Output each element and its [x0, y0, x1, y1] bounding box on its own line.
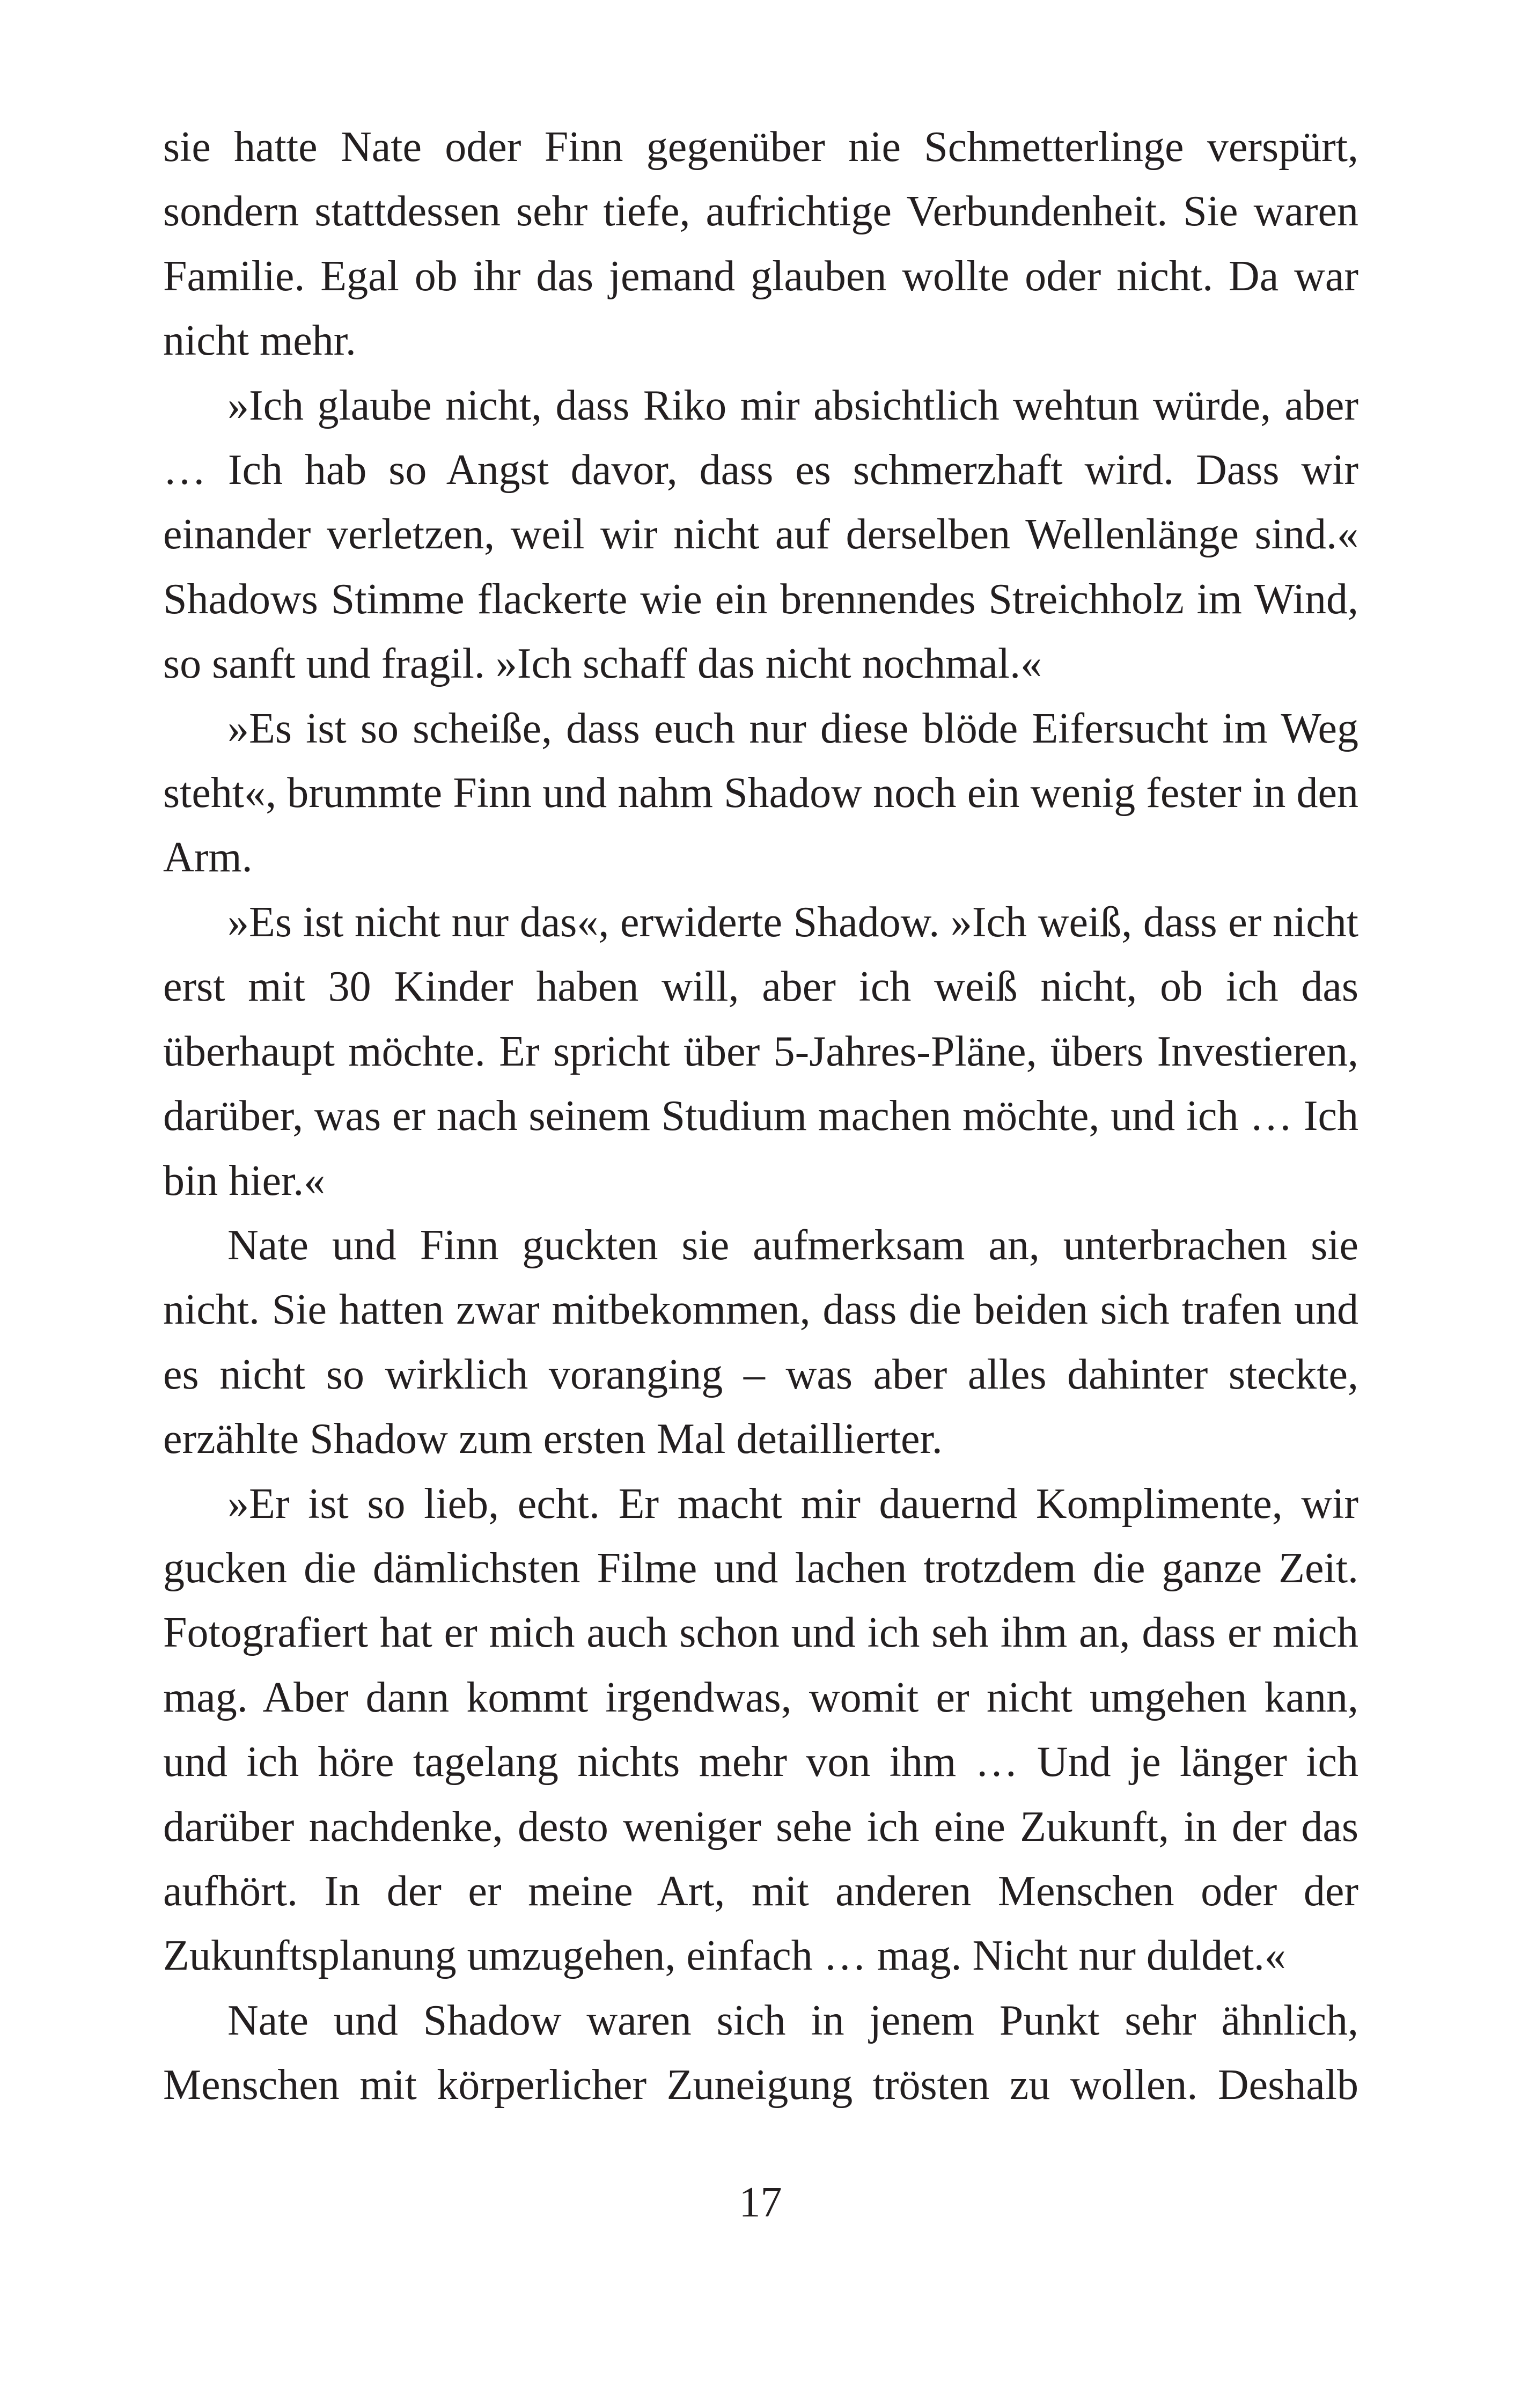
paragraph-7: Nate und Shadow waren sich in jenem Punkt sehr ähnlich, Menschen mit körperlicher Zuneigung trösten zu wollen. Deshalb	[163, 1996, 1358, 2109]
body-text	[163, 115, 1358, 2118]
paragraph-6: »Er ist so lieb, echt. Er macht mir dauernd Komplimente, wir gucken die dämlichsten Filme und lachen trotzdem die ganze Zeit. Fotografiert hat er mich auch schon und ich seh ihm an, dass er mich mag. Aber dann kommt irgendwas, womit er nicht umgehen kann, und ich höre tagelang nichts mehr von ihm … Und je länger ich darüber nachdenke, desto weniger sehe ich eine Zukunft, in der das aufhört. In der er meine Art, mit anderen Menschen oder der Zukunftsplanung umzugehen, einfach … mag. Nicht nur duldet.«	[163, 1480, 1358, 1980]
paragraph-2: »Ich glaube nicht, dass Riko mir absichtlich wehtun würde, aber … Ich hab so Angst davor, dass es schmerzhaft wird. Dass wir einander verletzen, weil wir nicht auf derselben Wellenlänge sind.« Shadows Stimme flackerte wie ein brennendes Streichholz im Wind, so sanft und fragil. »Ich schaff das nicht nochmal.«	[163, 381, 1358, 688]
paragraph-3: »Es ist so scheiße, dass euch nur diese blöde Eifersucht im Weg steht«, brummte Finn und nahm Shadow noch ein wenig fester in den Arm.	[163, 704, 1358, 882]
paragraph-1: sie hatte Nate oder Finn gegenüber nie Schmetterlinge verspürt, sondern stattdessen sehr tiefe, aufrichtige Verbundenheit. Sie waren Familie. Egal ob ihr das jemand glauben wollte oder nicht. Da war nicht mehr.	[163, 123, 1358, 365]
paragraph-5: Nate und Finn guckten sie aufmerksam an, unterbrachen sie nicht. Sie hatten zwar mitbekommen, dass die beiden sich trafen und es nicht so wirklich voranging – was aber alles dahinter steckte, erzählte Shadow zum ersten Mal detaillierter.	[163, 1221, 1358, 1463]
paragraph-4: »Es ist nicht nur das«, erwiderte Shadow. »Ich weiß, dass er nicht erst mit 30 Kinder haben will, aber ich weiß nicht, ob ich das überhaupt möchte. Er spricht über 5-Jahres-Pläne, übers Investieren, darüber, was er nach seinem Studium machen möchte, und ich … Ich bin hier.«	[163, 898, 1358, 1205]
page-number: 17	[739, 2179, 782, 2226]
